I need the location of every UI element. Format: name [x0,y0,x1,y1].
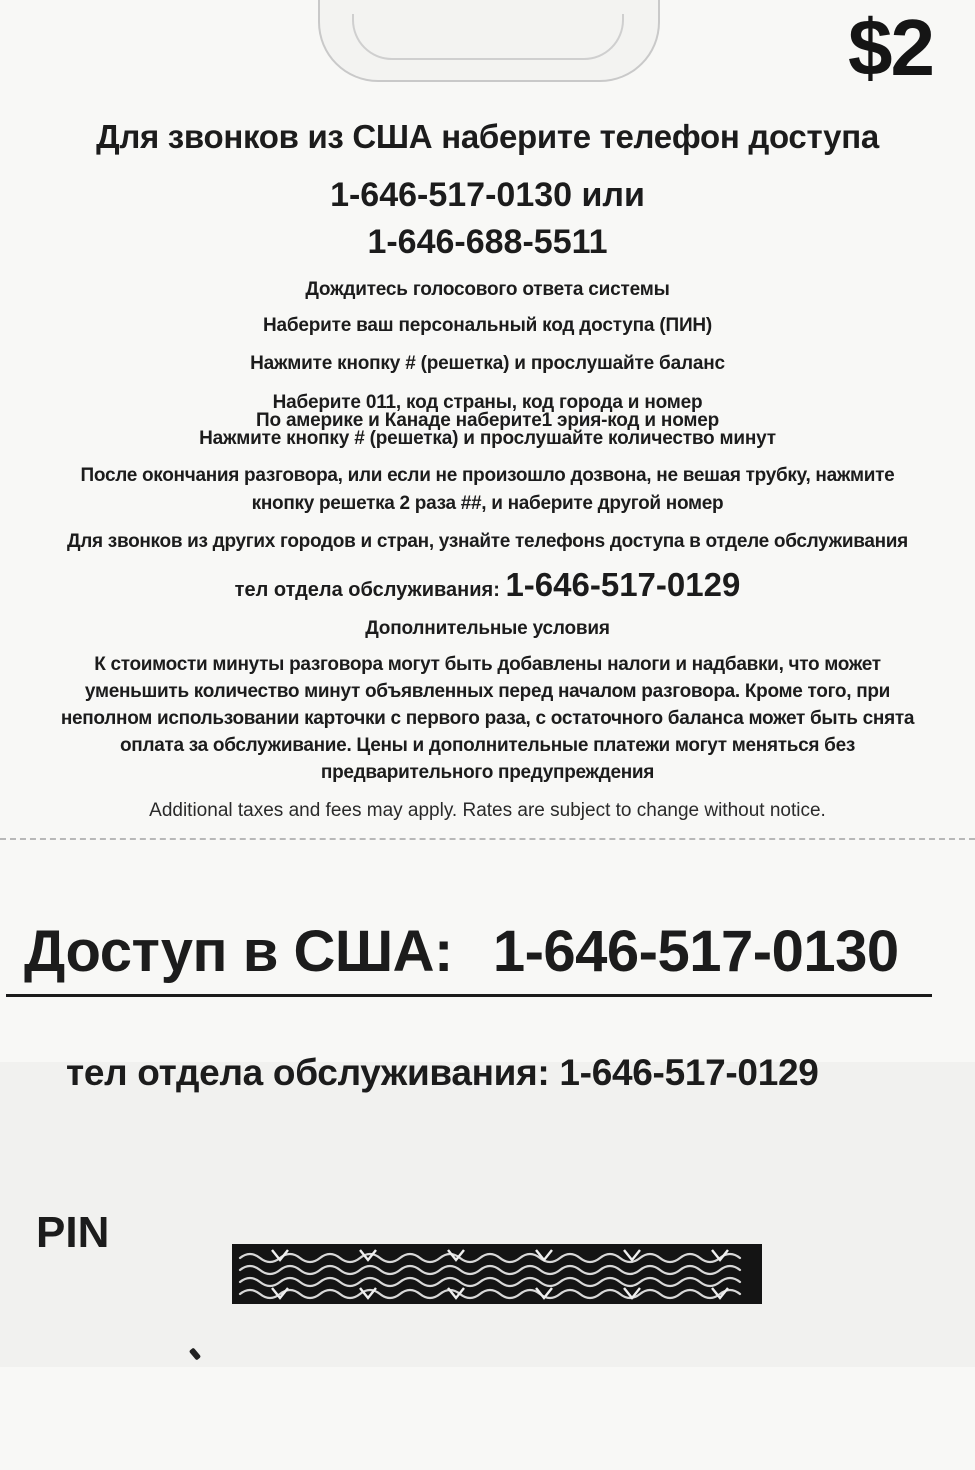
terms-line: уменьшить количество минут объявленных перед началом разговора. Кроме того, при [84,681,891,702]
scratch-pattern [232,1244,762,1304]
service-label: тел отдела обслуживания: [234,579,500,601]
perforation-line [0,838,975,840]
dial-instruction: По америке и Канаде наберите1 эрия-код и номер [256,410,719,431]
terms-line: К стоимости минуты разговора могут быть добавлены налоги и надбавки, что может [94,654,881,675]
instruction-line: Нажмите кнопку # (решетка) и прослушайте баланс [250,353,725,374]
service-phone-line [0,566,975,604]
divider-rule [6,994,932,997]
access-heading: Для звонков из США наберите телефон доступа [96,118,879,155]
terms-line: предварительного предупреждения [320,762,655,783]
english-disclaimer: Additional taxes and fees may apply. Rates are subject to change without notice. [149,800,826,821]
instruction-line: Наберите ваш персональный код доступа (ПИН) [262,315,713,336]
access-phone-2: 1-646-688-5511 [367,223,608,261]
access-label: Доступ в США: [24,919,453,984]
access-number: 1-646-517-0130 [492,919,899,984]
card-price: $2 [848,3,933,92]
stub-service-line: тел отдела обслуживания: 1-646-517-0129 [66,1052,819,1093]
terms-line: оплата за обслуживание. Цены и дополнительные платежи могут меняться без [119,735,856,756]
pin-label: PIN [36,1208,110,1257]
after-call-instruction: После окончания разговора, или если не произошло дозвона, не вешая трубку, нажмите [80,465,895,486]
hang-slot [352,14,624,60]
stub-shade [0,1062,975,1367]
access-phone-1: 1-646-517-0130 или [330,176,645,214]
dial-instruction: Нажмите кнопку # (решетка) и прослушайте количество минут [199,428,776,449]
instruction-line: Дождитесь голосового ответа системы [305,279,670,300]
other-cities-note: Для звонков из других городов и стран, узнайте телефонs доступа в отделе обслуживания [67,531,908,552]
access-line [24,918,899,985]
dial-instruction: Наберите 011, код страны, код города и номер [272,392,703,413]
service-number: 1-646-517-0129 [505,566,741,603]
terms-title: Дополнительные условия [365,618,610,639]
after-call-instruction: кнопку решетка 2 раза ##, и наберите другой номер [251,493,724,514]
pin-scratch-panel[interactable] [232,1244,762,1304]
terms-line: неполном использовании карточки с первого раза, с остаточного баланса может быть снята [60,708,915,729]
